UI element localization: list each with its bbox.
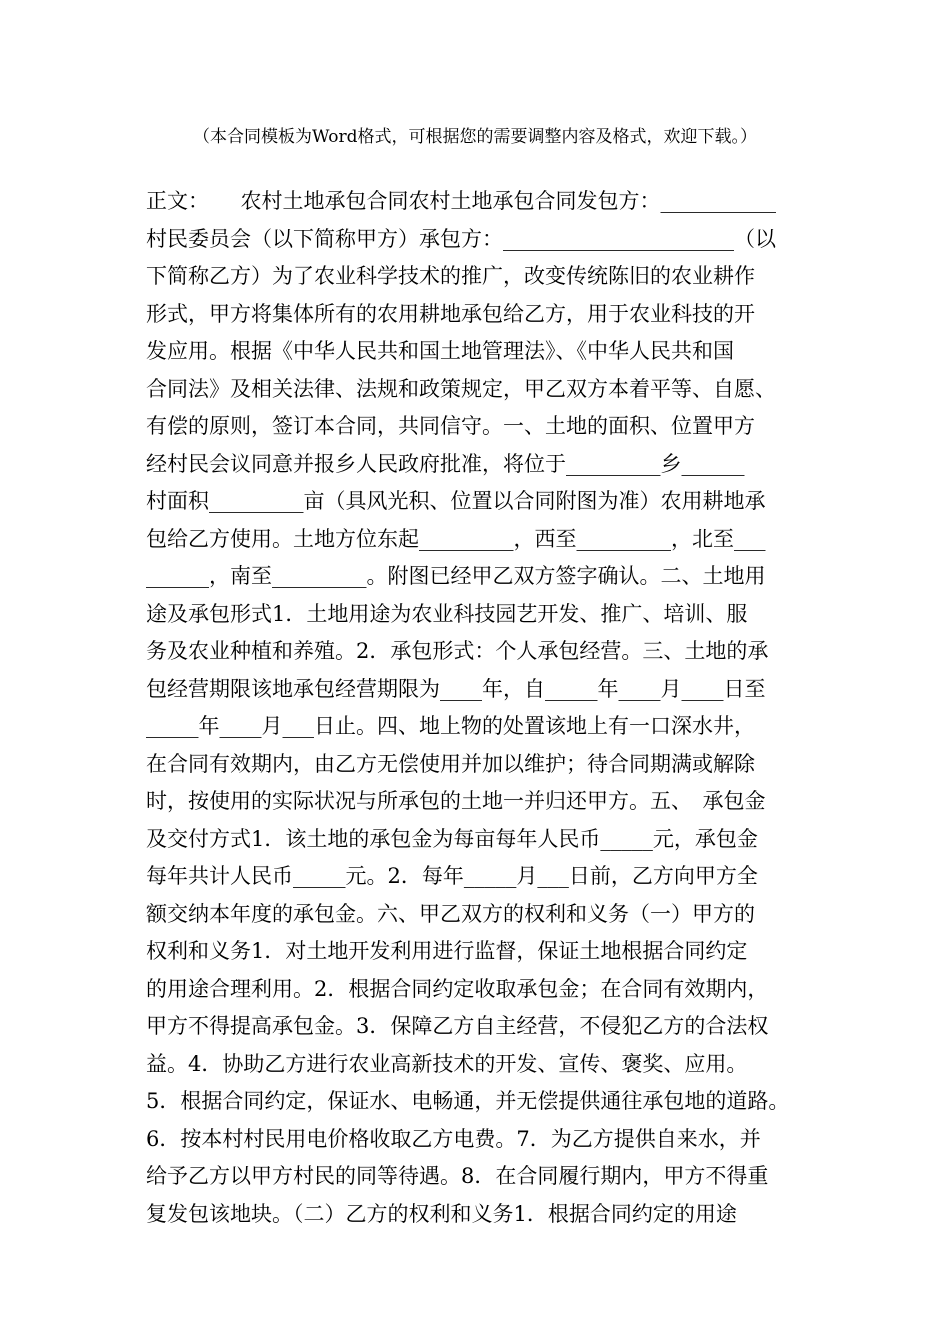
body-line: 给予乙方以甲方村民的同等待遇。8．在合同履行期内，甲方不得重 xyxy=(146,1164,769,1188)
body-line: 益。4．协助乙方进行农业高新技术的开发、宣传、褒奖、应用。 xyxy=(146,1051,748,1076)
body-line: 村面积_________亩（具风光积、位置以合同附图为准）农用耕地承 xyxy=(146,489,766,513)
body-line: 复发包该地块。（二）乙方的权利和义务1．根据合同约定的用途 xyxy=(146,1201,737,1226)
body-line: 包给乙方使用。土地方位东起_________，西至_________，北至___ xyxy=(146,526,766,551)
body-line: 合同法》及相关法律、法规和政策规定，甲乙双方本着平等、自愿、 xyxy=(146,376,776,401)
body-line: 经村民会议同意并报乡人民政府批准，将位于_________乡______ xyxy=(146,451,745,476)
body-line: 及交付方式1．该土地的承包金为每亩每年人民币_____元，承包金 xyxy=(146,826,758,851)
body-line: 甲方不得提高承包金。3．保障乙方自主经营，不侵犯乙方的合法权 xyxy=(146,1014,769,1038)
body-line: 形式，甲方将集体所有的农用耕地承包给乙方，用于农业科技的开 xyxy=(146,301,755,326)
body-line: _____年____月___日止。四、地上物的处置该地上有一口深水井， xyxy=(146,714,755,738)
body-line: 权利和义务1．对土地开发利用进行监督，保证土地根据合同约定 xyxy=(146,939,748,963)
template-notice: （本合同模板为Word格式，可根据您的需要调整内容及格式，欢迎下载。） xyxy=(192,127,758,147)
body-line: 额交纳本年度的承包金。六、甲乙双方的权利和义务（一）甲方的 xyxy=(146,901,755,926)
body-line: 的用途合理利用。2．根据合同约定收取承包金；在合同有效期内， xyxy=(146,976,769,1001)
body-line: 每年共计人民币_____元。2．每年_____月___日前，乙方向甲方全 xyxy=(146,864,758,888)
body-line: 在合同有效期内，由乙方无偿使用并加以维护；待合同期满或解除 xyxy=(146,751,755,776)
body-line: 务及农业种植和养殖。2．承包形式：个人承包经营。三、土地的承 xyxy=(146,639,769,663)
body-line: 下简称乙方）为了农业科学技术的推广，改变传统陈旧的农业耕作 xyxy=(146,264,755,288)
body-line: 发应用。根据《中华人民共和国土地管理法》、《中华人民共和国 xyxy=(146,339,734,363)
body-line: 5．根据合同约定，保证水、电畅通，并无偿提供通往承包地的道路。 xyxy=(146,1089,790,1113)
body-line: 时，按使用的实际状况与所承包的土地一并归还甲方。五、 承包金 xyxy=(146,789,766,813)
contract-body xyxy=(146,183,826,1233)
body-line: 有偿的原则，签订本合同，共同信守。一、土地的面积、位置甲方 xyxy=(146,414,755,438)
body-line: ______，南至_________。附图已经甲乙双方签字确认。二、土地用 xyxy=(146,564,766,588)
body-line: 包经营期限该地承包经营期限为____年，自_____年____月____日至 xyxy=(146,676,766,701)
body-line: 正文： 农村土地承包合同农村土地承包合同发包方：___________ xyxy=(146,189,776,213)
body-line: 村民委员会（以下简称甲方）承包方：______________________（以 xyxy=(146,226,776,251)
body-line: 6．按本村村民用电价格收取乙方电费。7．为乙方提供自来水，并 xyxy=(146,1126,761,1151)
body-line: 途及承包形式1．土地用途为农业科技园艺开发、推广、培训、服 xyxy=(146,601,748,626)
